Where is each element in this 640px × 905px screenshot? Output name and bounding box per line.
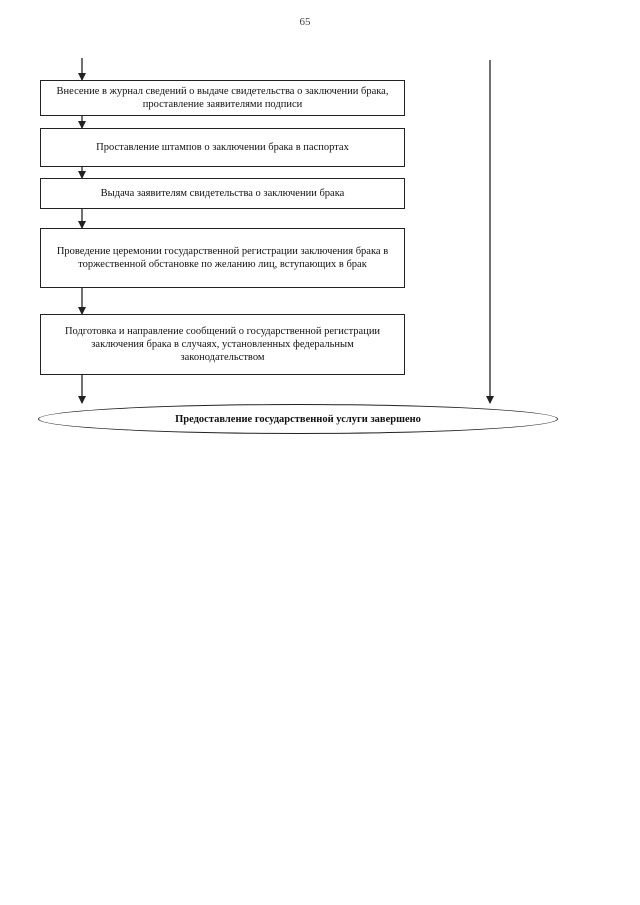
flow-step-2-text: Проставление штампов о заключении брака в паспортах xyxy=(96,142,349,153)
flow-end-text: Предоставление государственной услуги завершено xyxy=(175,413,421,425)
flow-step-5-text: Подготовка и направление сообщений о государственной регистрации заключения брака в случаях, установленных федеральным законодательством xyxy=(64,326,381,363)
flow-step-2 xyxy=(40,128,405,167)
flow-step-4-text: Проведение церемонии государственной регистрации заключения брака в торжественной обстановке по желанию лиц, вступающих в брак xyxy=(56,246,389,270)
flow-step-4 xyxy=(40,228,405,288)
flow-step-1 xyxy=(40,80,405,116)
flow-step-5 xyxy=(40,314,405,375)
flow-step-3-text: Выдача заявителям свидетельства о заключении брака xyxy=(100,188,345,199)
flow-step-3 xyxy=(40,178,405,209)
flow-step-1-text: Внесение в журнал сведений о выдаче свидетельства о заключении брака, проставление заявителями подписи xyxy=(56,86,389,110)
flow-end-terminator xyxy=(38,404,558,434)
page-number: 65 xyxy=(299,16,311,28)
